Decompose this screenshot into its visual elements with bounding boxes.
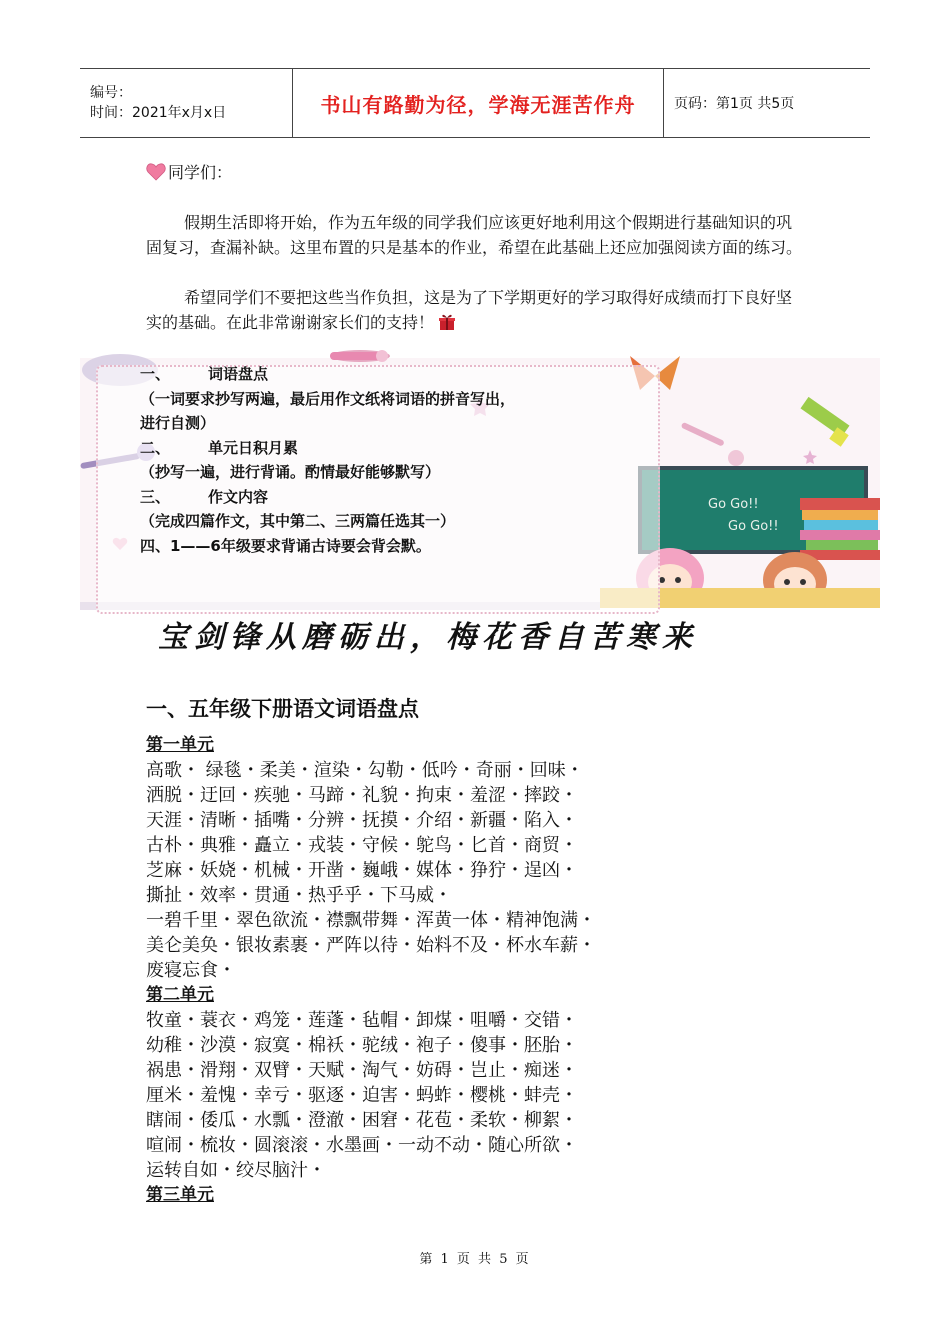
word-line: 洒脱・迂回・疾驰・马蹄・礼貌・拘束・羞涩・摔跤・ <box>146 785 578 806</box>
page-info: 页码：第1页 共5页 <box>674 96 795 112</box>
word-line: 厘米・羞愧・幸亏・驱逐・迫害・蚂蚱・樱桃・蚌壳・ <box>146 1085 578 1106</box>
vocabulary-list <box>146 733 846 1208</box>
calligraphy-motto: 宝剑锋从磨砺出，梅花香自苦寒来 <box>158 620 698 655</box>
assignment-item-4: 四、1——6年级要求背诵古诗要会背会默。 <box>140 536 431 555</box>
intro-paragraph-1: 假期生活即将开始，作为五年级的同学我们应该更好地利用这个假期进行基础知识的巩固复习，查漏补缺。这里布置的只是基本的作业，希望在此基础上还应加强阅读方面的练习。 <box>146 213 803 257</box>
header-left-cell <box>80 69 292 137</box>
word-line: 天涯・清晰・插嘴・分辨・抚摸・介绍・新疆・陷入・ <box>146 810 578 831</box>
gift-icon <box>438 313 456 331</box>
word-line: 幼稚・沙漠・寂寞・棉袄・驼绒・袍子・傻事・胚胎・ <box>146 1035 578 1056</box>
header-motto: 书山有路勤为径，学海无涯苦作舟 <box>320 92 636 117</box>
section-title: 一、五年级下册语文词语盘点 <box>146 697 419 721</box>
heart-icon <box>146 163 166 181</box>
unit-title-3: 第三单元 <box>146 1185 214 1205</box>
greeting-line <box>146 160 232 183</box>
assignment-item-2: 二、 单元日积月累 <box>140 438 299 457</box>
chalkboard-text-1: Go Go!! <box>708 497 759 512</box>
unit-title-1: 第一单元 <box>146 735 214 755</box>
word-line: 芝麻・妖娆・机械・开凿・巍峨・媒体・狰狞・逞凶・ <box>146 860 578 881</box>
assignment-item-3: 三、 作文内容 <box>140 487 269 506</box>
greeting: 同学们： <box>168 163 233 182</box>
word-line: 运转自如・绞尽脑汁・ <box>146 1160 326 1181</box>
word-line: 高歌・ 绿毯・柔美・渲染・勾勒・低吟・奇丽・回味・ <box>146 760 584 781</box>
assignment-note-3: （完成四篇作文，其中第二、三两篇任选其一） <box>140 512 456 530</box>
assignment-note-2: （抄写一遍，进行背诵。酌情最好能够默写） <box>140 463 441 481</box>
intro-paragraph-2-text: 希望同学们不要把这些当作负担，这是为了下学期更好的学习取得好成绩而打下良好坚实的基础。在此非常谢谢家长们的支持！ <box>146 288 793 332</box>
doc-time-label: 时间：2021年x月x日 <box>90 105 227 121</box>
word-line: 喧闹・梳妆・圆滚滚・水墨画・一动不动・随心所欲・ <box>146 1135 578 1156</box>
doc-number-label: 编号： <box>90 85 132 101</box>
word-line: 撕扯・效率・贯通・热乎乎・下马威・ <box>146 885 452 906</box>
word-line: 牧童・蓑衣・鸡笼・莲蓬・毡帽・卸煤・咀嚼・交错・ <box>146 1010 578 1031</box>
intro-paragraph-2 <box>146 285 806 335</box>
word-line: 古朴・典雅・矗立・戎装・守候・鸵鸟・匕首・商贸・ <box>146 835 578 856</box>
chalkboard-text-2: Go Go!! <box>728 519 779 534</box>
assignment-list <box>140 362 515 558</box>
header-page-cell <box>664 69 870 137</box>
assignment-item-1: 一、 词语盘点 <box>140 365 269 383</box>
page-footer: 第 1 页 共 5 页 <box>419 1252 531 1267</box>
header-table <box>80 68 870 138</box>
word-line: 瞎闹・倭瓜・水瓢・澄澈・困窘・花苞・柔软・柳絮・ <box>146 1110 578 1131</box>
header-motto-cell <box>292 69 664 137</box>
word-line: 美仑美奂・银妆素裹・严阵以待・始料不及・杯水车薪・ <box>146 935 596 956</box>
books-icon <box>800 498 880 560</box>
word-line: 一碧千里・翠色欲流・襟飘带舞・浑黄一体・精神饱满・ <box>146 910 596 931</box>
assignment-note-1: （一词要求抄写两遍，最后用作文纸将词语的拼音写出， <box>140 389 516 408</box>
word-line: 废寝忘食・ <box>146 960 236 981</box>
unit-title-2: 第二单元 <box>146 985 214 1005</box>
assignment-note-1b: 进行自测） <box>140 414 216 432</box>
word-line: 祸患・滑翔・双臂・天赋・淘气・妨碍・岂止・痴迷・ <box>146 1060 578 1081</box>
